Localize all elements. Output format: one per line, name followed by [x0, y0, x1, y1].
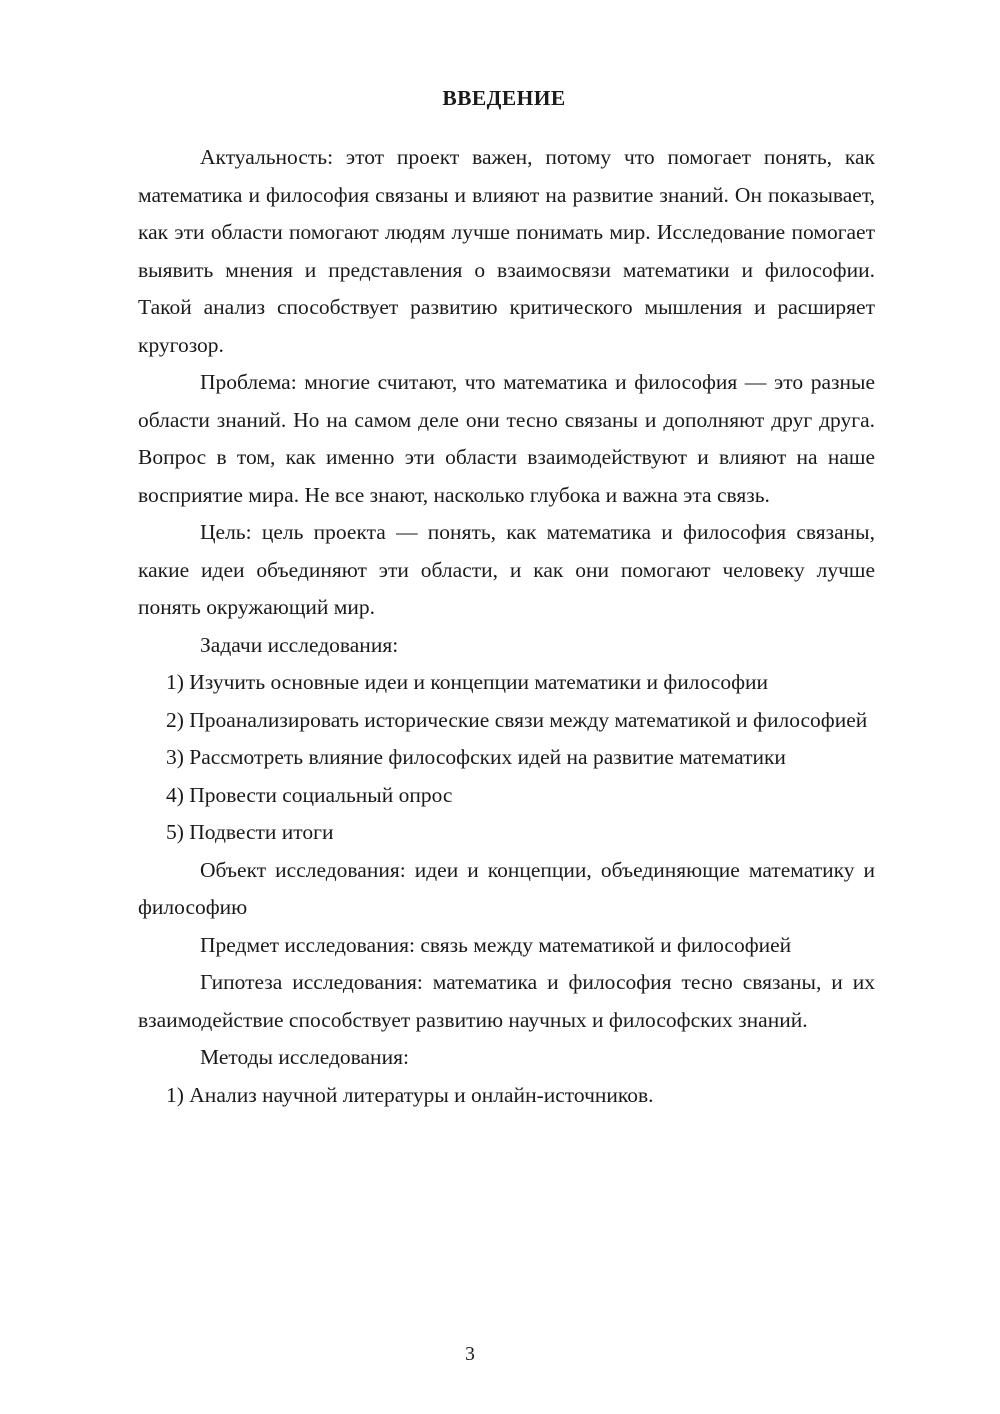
list-item: 4) Провести социальный опрос — [166, 782, 453, 807]
list-item: 3) Рассмотреть влияние философских идей на развитие математики — [166, 745, 786, 769]
paragraph-hypothesis: Гипотеза исследования: математика и философия тесно связаны, и их взаимодействие способствует развитию научных и философских знаний. — [138, 970, 875, 1032]
page-number: 3 — [465, 1344, 475, 1365]
paragraph-object: Объект исследования: идеи и концепции, объединяющие математику и философию — [138, 857, 875, 919]
list-item: 1) Изучить основные идеи и концепции математики и философии — [166, 670, 769, 694]
paragraph-subject: Предмет исследования: связь между математикой и философией — [200, 932, 792, 957]
paragraph-problem: Проблема: многие считают, что математика и философия — это разные области знаний. Но на самом деле они тесно связаны и дополняют друг друга. Вопрос в том, как именно эти области взаимодействуют и влияют на наше восприятие мира. Не все знают, насколько глубока и важна эта связь. — [138, 370, 875, 507]
paragraph-goal: Цель: цель проекта — понять, как математика и философия связаны, какие идеи объединяют эти области, и как они помогают человеку лучше понять окружающий мир. — [138, 520, 875, 619]
paragraph-methods-heading: Методы исследования: — [200, 1045, 409, 1069]
paragraph-tasks-heading: Задачи исследования: — [200, 632, 399, 657]
paragraph-relevance: Актуальность: этот проект важен, потому что помогает понять, как математика и философия связаны и влияют на развитие знаний. Он показывает, как эти области помогают людям лучше понимать мир. Исследование помогает выявить мнения и представления о взаимосвязи математики и философии. Такой анализ способствует развитию критического мышления и расширяет кругозор. — [138, 145, 875, 357]
list-item: 2) Проанализировать исторические связи между математикой и философией — [166, 707, 868, 732]
list-item: 5) Подвести итоги — [166, 820, 334, 844]
list-item: 1) Анализ научной литературы и онлайн-источников. — [166, 1082, 654, 1107]
page-title: ВВЕДЕНИЕ — [442, 86, 566, 110]
